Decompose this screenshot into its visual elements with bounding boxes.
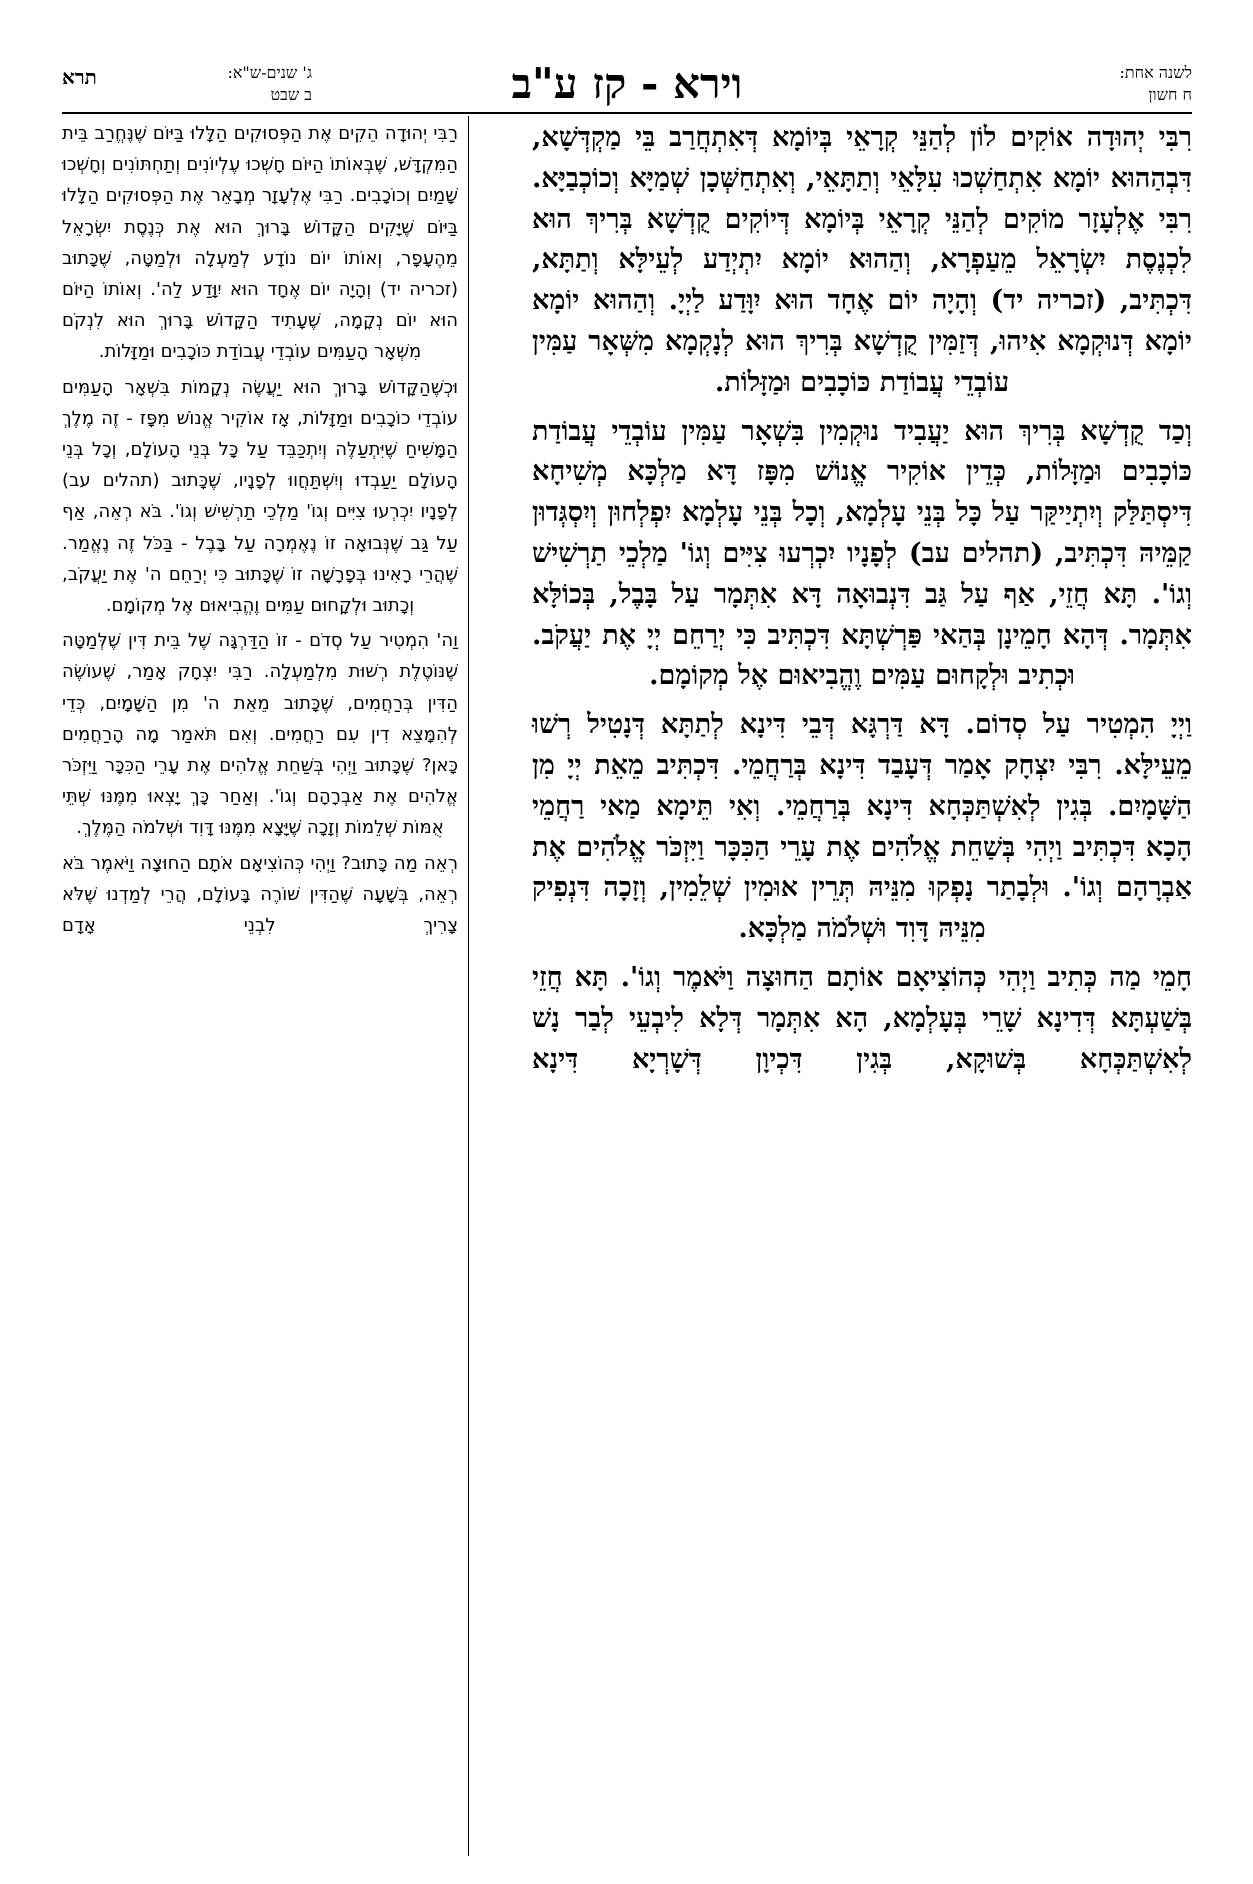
translation-paragraph-1: רַבִּי יְהוּדָה הֵקִים אֶת הַפְּסוּקִים הַלָּלוּ בַּיּוֹם שֶׁנֶּחֱרַב בֵּית הַמִּקְדָּשׁ, שֶׁבְּאוֹתוֹ הַיּוֹם חָשְׁכוּ עֶלְיוֹנִים וְתַחְתּוֹנִים וְחָשְׁכוּ שָׁמַיִם וְכוֹכָבִים. רַבִּי אֶלְעָזָר מְבָאֵר אֶת הַפְּסוּקִים הַלָּלוּ בַּיּוֹם שֶׁיָּקִים הַקָּדוֹשׁ בָּרוּךְ הוּא אֶת כְּנֶסֶת יִשְׂרָאֵל מֵהֶעָפָר, וְאוֹתוֹ יוֹם נוֹדָע לְמַעְלָה וּלְמַטָּה, שֶׁכָּתוּב (זכריה יד) וְהָיָה יוֹם אֶחָד הוּא יִוָּדַע לַה'. וְאוֹתוֹ הַיּוֹם הוּא יוֹם נְקָמָה, שֶׁעָתִיד הַקָּדוֹשׁ בָּרוּךְ הוּא לִנְקֹם מִשְּׁאָר הָעַמִּים עוֹבְדֵי עֲבוֹדַת כּוֹכָבִים וּמַזָּלוֹת.: [62, 123, 458, 363]
three-year-schedule: [142, 62, 312, 106]
three-year-schedule-date: ב שבט: [270, 85, 312, 104]
main-text-column: [532, 118, 1192, 1088]
one-year-schedule-date: ח חשון: [1148, 85, 1192, 104]
main-paragraph-3: וַיְיָ הִמְטִיר עַל סְדוֹם. דָּא דַּרְגָּא דְּבֵי דִּינָא לְתַתָּא דְּנָטִיל רְשׁוּ מֵעֵילָּא. רִבִּי יִצְחָק אָמַר דְּעָבַד דִּינָא בְּרַחֲמֵי. דִּכְתִּיב מֵאֵת יְיָ מִן הַשָּׁמָיִם. בְּגִין לְאִשְׁתַּכְּחָא דִּינָא בְּרַחֲמֵי. וְאִי תֵּימָא מַאי רַחֲמֵי הָכָא דִּכְתִּיב וַיְהִי בְּשַׁחֵת אֱלֹהִים אֶת עָרֵי הַכִּכָּר וַיִּזְכֹּר אֱלֹהִים אֶת אַבְרָהָם וְגוֹ'. וּלְבָתַר נָפְקוּ מִנֵּיהּ תְּרֵין אוּמִין שְׁלֵמִין, וְזָכָה דִּנְפִיק מִנֵּיהּ דָּוִד וּשְׁלֹמֹה מַלְכָּא.: [532, 709, 1192, 945]
translation-paragraph-3: וַה' הִמְטִיר עַל סְדֹם - זוֹ הַדַּרְגָּה שֶׁל בֵּית דִּין שֶׁלְּמַטָּה שֶׁנּוֹטֶלֶת רְשׁוּת מִלְמַעְלָה. רַבִּי יִצְחָק אָמַר, שֶׁעוֹשֶׂה הַדִּין בְּרַחֲמִים, שֶׁכָּתוּב מֵאֵת ה' מִן הַשָּׁמָיִם, כְּדֵי לְהִמָּצֵא דִין עִם רַחֲמִים. וְאִם תֹּאמַר מָה הָרַחֲמִים כָּאן? שֶׁכָּתוּב וַיְהִי בְּשַׁחֵת אֱלֹהִים אֶת עָרֵי הַכִּכָּר וַיִּזְכֹּר אֱלֹהִים אֶת אַבְרָהָם וְגוֹ'. וְאַחַר כָּךְ יָצְאוּ מִמֶּנּוּ שְׁתֵּי אֻמּוֹת שְׁלֵמוֹת וְזָכָה שֶׁיָּצָא מִמֶּנּוּ דָּוִד וּשְׁלֹמֹה הַמֶּלֶךְ.: [62, 630, 458, 839]
main-paragraph-2: וְכַד קֻדְשָׁא בְּרִיךְ הוּא יַעֲבִיד נוּקְמִין בִּשְׁאָר עַמִּין עוֹבְדֵי עֲבוֹדַת כּוֹכָבִים וּמַזָּלוֹת, כְּדֵין אוֹקִיר אֱנוֹשׁ מִפָּז דָּא מַלְכָּא מְשִׁיחָא דִּיסְתַּלַּק וְיִתְיַיקַּר עַל כָּל בְּנֵי עָלְמָא, וְכָל בְּנֵי עָלְמָא יִפְלְחוּן וְיִסְגְּדוּן קַמֵּיהּ דִּכְתִּיב, (תהלים עב) לְפָנָיו יִכְרְעוּ צִיִּים וְגוֹ' מַלְכֵי תַרְשִׁישׁ וְגוֹ'. תָּא חֲזֵי, אַף עַל גַּב דִּנְבוּאָה דָּא אִתְּמָר עַל בָּבֶל, בְּכוֹלָּא אִתְּמָר. דְּהָא חָמֵינָן בְּהַאי פַּרְשְׁתָּא דִּכְתִּיב כִּי יְרַחֵם יְיָ אֶת יַעֲקֹב. וּכְתִיב וּלְקָחוּם עַמִּים וֶהֱבִיאוּם אֶל מְקוֹמָם.: [532, 415, 1192, 692]
main-paragraph-4: חָמֵי מַה כְּתִיב וַיְהִי כְּהוֹצִיאָם אוֹתָם הַחוּצָה וַיֹּאמֶר וְגוֹ'. תָּא חֲזֵי בְּשַׁעְתָּא דְּדִינָא שָׁרֵי בְּעָלְמָא, הָא אִתְּמָר דְּלָא לִיבְעֵי לְבַר נָשׁ לְאִשְׁתַּכְּחָא בְּשׁוּקָא, בְּגִין דִּכְיוָן דְּשָׁרְיָא דִּינָא: [532, 961, 1192, 1075]
page-title: וירא - קז ע"ב: [511, 59, 743, 108]
page-number: תרא: [62, 65, 97, 89]
three-year-schedule-label: ג' שנים-ש"א:: [227, 63, 312, 82]
main-paragraph-1: רִבִּי יְהוּדָה אוֹקִים לוֹן לְהַנֵּי קְרָאֵי בְּיוֹמָא דְּאִתְחֲרַב בֵּי מַקְדְּשָׁא, דִּבְהַהוּא יוֹמָא אִתְחַשְׁכוּ עִלָּאֵי וְתַתָּאֵי, וְאִתְחַשְּׁכָן שְׁמַיָּא וְכוֹכְבַיָּא. רִבִּי אֶלְעָזָר מוֹקִים לְהַנֵּי קְרָאֵי בְּיוֹמָא דְּיוֹקִים קֻדְשָׁא בְּרִיךְ הוּא לִכְנֶסֶת יִשְׂרָאֵל מֵעַפְרָא, וְהַהוּא יוֹמָא יִתְיְדַע לְעֵילָּא וְתַתָּא, דִּכְתִּיב, (זכריה יד) וְהָיָה יוֹם אֶחָד הוּא יִוָּדַע לַיְיָ. וְהַהוּא יוֹמָא יוֹמָא דְּנוּקְמָא אִיהוּ, דְּזַמִּין קֻדְשָׁא בְּרִיךְ הוּא לְנָקְמָא מִשְּׁאָר עַמִּין עוֹבְדֵי עֲבוֹדַת כּוֹכָבִים וּמַזָּלוֹת.: [532, 122, 1192, 398]
column-divider: [468, 116, 469, 1856]
translation-paragraph-4: רְאֵה מַה כָּתוּב? וַיְהִי כְּהוֹצִיאָם אֹתָם הַחוּצָה וַיֹּאמֶר בֹּא רְאֵה, בְּשָׁעָה שֶׁהַדִּין שׁוֹרֶה בָּעוֹלָם, הֲרֵי לְמַדְנוּ שֶׁלֹּא צָרִיךְ לִבְנֵי אָדָם: [62, 852, 458, 937]
translation-column: [62, 118, 458, 945]
page-header: [62, 56, 1192, 116]
translation-paragraph-2: וּכְשֶׁהַקָּדוֹשׁ בָּרוּךְ הוּא יַעֲשֶׂה נְקָמוֹת בִּשְׁאָר הָעַמִּים עוֹבְדֵי כוֹכָבִים וּמַזָּלוֹת, אָז אוֹקִיר אֱנוֹשׁ מִפָּז - זֶה מֶלֶךְ הַמָּשִׁיחַ שֶׁיִּתְעַלֶּה וְיִתְכַּבֵּד עַל כָּל בְּנֵי הָעוֹלָם, וְכָל בְּנֵי הָעוֹלָם יַעַבְדוּ וְיִשְׁתַּחֲווּ לְפָנָיו, שֶׁכָּתוּב (תהלים עב) לְפָנָיו יִכְרְעוּ צִיִּים וְגוֹ' מַלְכֵי תַרְשִׁישׁ וְגוֹ'. בֹּא רְאֵה, אַף עַל גַּב שֶׁנְּבוּאָה זוֹ נֶאֶמְרָה עַל בָּבֶל - בַּכֹּל זֶה נֶאֱמַר. שֶׁהֲרֵי רָאִינוּ בְּפָרָשָׁה זוֹ שֶׁכָּתוּב כִּי יְרַחֵם ה' אֶת יַעֲקֹב, וְכָתוּב וּלְקָחוּם עַמִּים וֶהֱבִיאוּם אֶל מְקוֹמָם.: [62, 376, 458, 617]
header-rule: [62, 112, 1192, 114]
one-year-schedule-label: לשנה אחת:: [1119, 63, 1192, 82]
